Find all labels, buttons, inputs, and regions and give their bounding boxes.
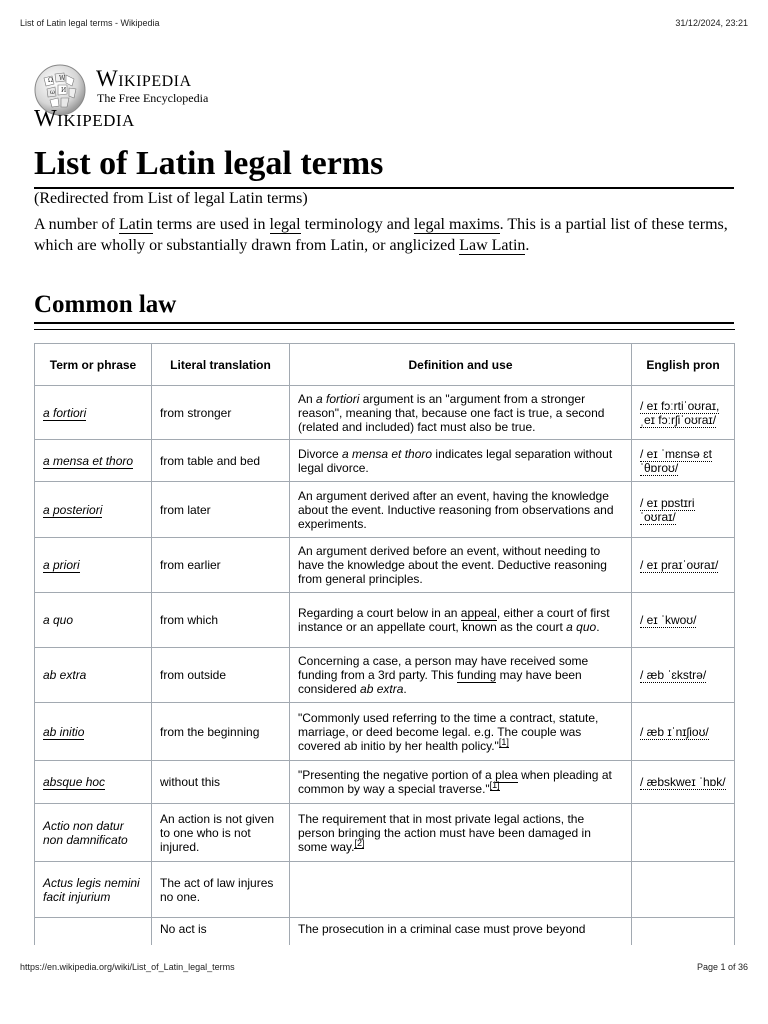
redirect-prefix: (Redirected from [34,190,148,207]
term-link[interactable]: a posteriori [43,502,103,517]
def-text: indicates legal separation without legal divorce. [298,446,613,475]
term-link[interactable]: a fortiori [43,405,87,420]
term-cell: ab extra [35,648,152,703]
intro-paragraph [34,214,739,256]
def-text: Concerning a case, a person may have received some funding from a 3rd party. This [298,654,589,682]
table-row [35,538,735,593]
def-text: when pleading at common by way a special traverse." [298,768,612,796]
definition-cell [290,386,632,440]
redirect-notice [34,190,308,208]
pron-cell [632,593,735,648]
definition-cell: An argument derived after an event, having the knowledge about the event. Inductive reasoning from observations and experiments. [290,482,632,538]
link-plea[interactable]: plea [495,768,518,782]
term-cell [35,440,152,482]
def-text: The requirement that in most private legal actions, the person bringing the action must have been damaged in some way. [298,811,591,854]
intro-text: terminology and [300,216,414,233]
def-text: "Presenting the negative portion of a [298,768,496,782]
definition-cell [290,761,632,804]
ipa-link[interactable]: / eɪ praɪˈoʊraɪ/ [640,558,719,572]
definition-cell: An argument derived before an event, without needing to have the knowledge about the event. Deductive reasoning from general principles. [290,538,632,593]
def-italic: ab extra [360,682,404,696]
ipa-link[interactable]: / eɪ ˈmɛnsə ɛt ˈθɒroʊ/ [640,446,712,475]
def-text: "Commonly used referring to the time a contract, statute, marriage, or deed become legal. e.g. The couple was covered ab initio by her health policy." [298,710,599,753]
link-appeal[interactable]: appeal [460,606,497,620]
table-row [35,440,735,482]
def-text: Divorce [298,446,343,461]
redirect-link[interactable]: List of legal Latin terms [147,190,303,207]
term-cell [35,703,152,761]
table-row [35,862,735,918]
table-row [35,386,735,440]
literal-cell: without this [152,761,290,804]
ipa-link[interactable]: / æb ˈɛkstrə/ [640,668,707,682]
term-link[interactable]: a priori [43,558,80,572]
definition-cell [290,703,632,761]
table-row [35,593,735,648]
ipa-link[interactable]: / eɪ pɒstɪriˈoʊraɪ/ [640,495,695,524]
print-page-title: List of Latin legal terms - Wikipedia [20,18,160,28]
citation-link[interactable]: [2] [354,837,365,848]
def-italic: a quo [566,620,597,634]
definition-cell [290,648,632,703]
pron-cell [632,482,735,538]
intro-text: . [525,237,530,254]
literal-cell: No act is [152,918,290,958]
pron-cell [632,440,735,482]
definition-cell [290,804,632,862]
link-funding[interactable]: funding [456,668,497,682]
term-cell: Actio non datur non damnificato [35,804,152,862]
intro-text: . This is a partial list of these terms, which are wholly or substantially drawn from Latin, or anglicized [34,216,728,254]
literal-cell: from later [152,482,290,538]
literal-cell: The act of law injures no one. [152,862,290,918]
wordmark: Wikipedia [96,66,192,91]
pron-cell [632,648,735,703]
term-cell [35,538,152,593]
pron-cell [632,386,735,440]
def-italic: a mensa et thoro [342,446,433,461]
print-footer [20,962,748,976]
col-header-term[interactable]: Term or phrase [35,344,152,386]
definition-cell [290,440,632,482]
table-row [35,804,735,862]
wikipedia-logo[interactable] [32,62,292,132]
tagline: The Free Encyclopedia [97,91,209,105]
pron-cell [632,703,735,761]
literal-cell: from stronger [152,386,290,440]
definition-cell: The prosecution in a criminal case must prove beyond [290,918,632,958]
col-header-pronunciation[interactable]: English pron [632,344,735,386]
ipa-link[interactable]: / æb ɪˈnɪʃioʊ/ [640,724,709,739]
ipa-link[interactable]: / eɪ fɔːrtiˈoʊraɪ, ˌeɪ fɔːrʃiˈoʊraɪ/ [640,398,720,427]
def-italic: a fortiori [316,391,360,406]
term-cell: a quo [35,593,152,648]
literal-cell: from the beginning [152,703,290,761]
def-text: . [596,620,600,634]
def-text: An [298,391,317,406]
pron-cell [632,761,735,804]
page-title: List of Latin legal terms [34,141,734,189]
literal-cell: from table and bed [152,440,290,482]
pron-cell [632,804,735,862]
col-header-literal[interactable]: Literal translation [152,344,290,386]
pron-cell [632,538,735,593]
svg-text:W: W [59,75,66,82]
print-page-number: Page 1 of 36 [696,962,748,972]
term-link[interactable]: ab initio [43,724,85,739]
intro-text: terms are used in [152,216,270,233]
table-row [35,703,735,761]
literal-cell: An action is not given to one who is not injured. [152,804,290,862]
svg-text:Ω: Ω [48,77,53,84]
pron-cell [632,862,735,918]
def-text: . [403,682,407,696]
table-row [35,761,735,804]
redirect-suffix: ) [302,190,308,207]
svg-text:ω: ω [50,89,55,96]
section-heading: Common law [34,288,734,324]
svg-text:И: И [61,87,67,94]
link-law-latin[interactable]: Law Latin [459,237,526,254]
definition-cell [290,862,632,918]
page-break-area [0,945,768,960]
print-header [20,18,748,32]
terms-table [34,343,735,958]
term-link[interactable]: a mensa et thoro [43,453,134,468]
print-url: https://en.wikipedia.org/wiki/List_of_Latin_legal_terms [20,962,235,972]
term-link[interactable]: absque hoc [43,775,106,789]
def-text: Regarding a court below in an [298,606,461,620]
col-header-definition[interactable]: Definition and use [290,344,632,386]
print-datetime: 31/12/2024, 23:21 [675,18,748,28]
citation-link[interactable]: [1] [498,736,509,747]
ipa-link[interactable]: / æbskweɪ ˈhɒk/ [640,775,726,789]
intro-text: A number of [34,216,119,233]
ipa-link[interactable]: / eɪ ˈkwoʊ/ [640,613,697,627]
link-legal-maxims[interactable]: legal maxims [413,216,500,233]
link-legal[interactable]: legal [269,216,301,233]
table-row [35,648,735,703]
term-cell [35,386,152,440]
literal-cell: from outside [152,648,290,703]
definition-cell [290,593,632,648]
literal-cell: from which [152,593,290,648]
table-header-row [35,344,735,386]
section-rule [34,329,735,330]
term-cell [35,482,152,538]
term-cell [35,761,152,804]
link-latin[interactable]: Latin [118,216,153,233]
def-text: , either a court of first instance or an appellate court, known as the court [298,606,610,634]
table-row [35,482,735,538]
citation-link[interactable]: [1] [489,780,500,790]
term-cell: Actus legis nemini facit injurium [35,862,152,918]
def-text: argument is an "argument from a stronger reason", meaning that, because one fact is true, a second (related and included) fact must also be true. [298,391,605,434]
literal-cell: from earlier [152,538,290,593]
wordmark-large: Wikipedia [34,106,135,132]
def-text: may have been considered [298,668,582,696]
